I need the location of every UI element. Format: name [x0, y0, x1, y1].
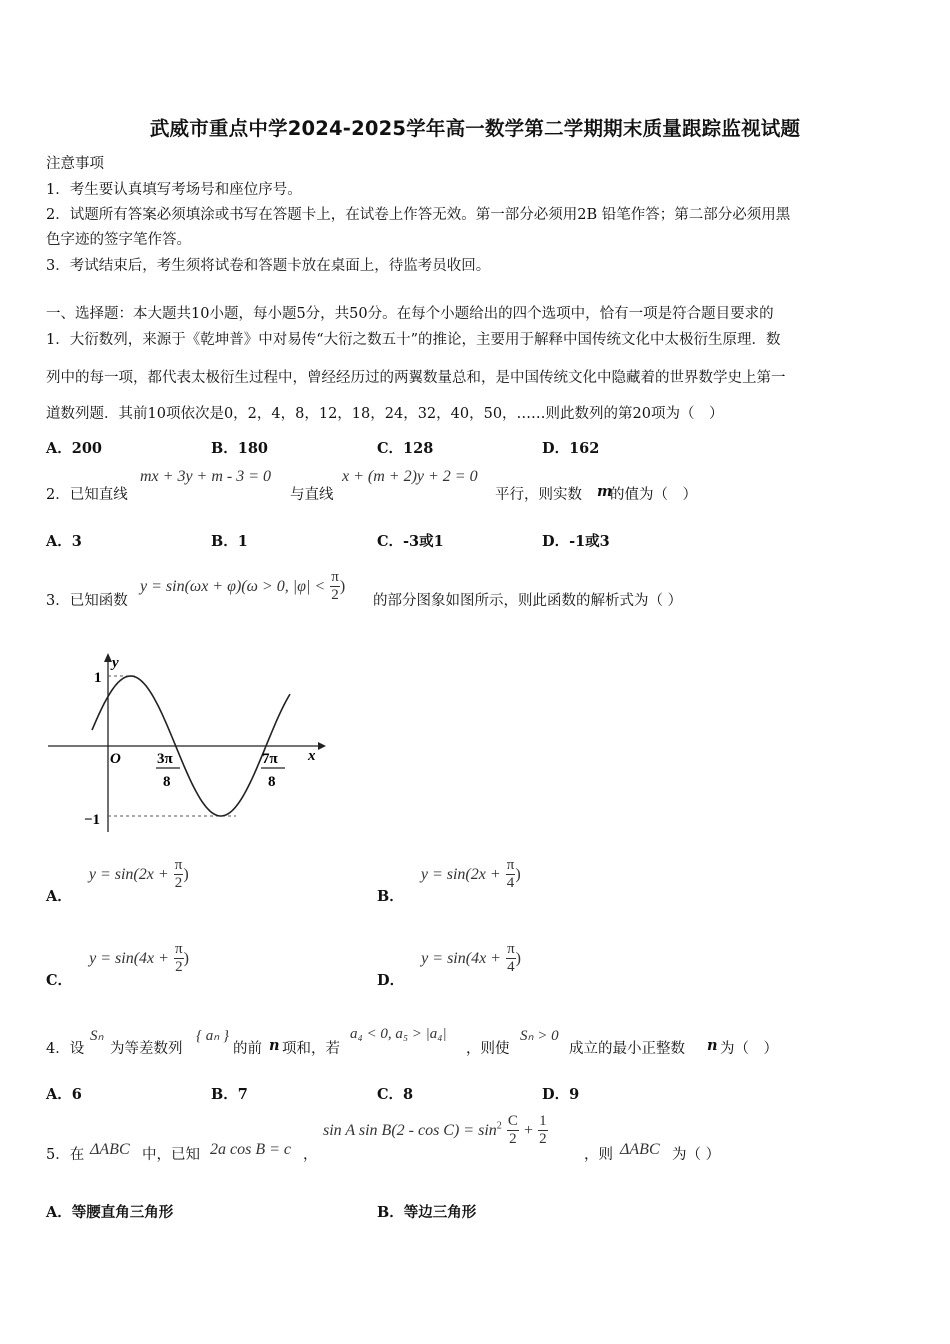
- section-heading: 一、选择题：本大题共10小题，每小题5分，共50分。在每个小题给出的四个选项中，恰有一项是符合题目要求的: [46, 306, 774, 322]
- tick-7pi-8-num: 7π: [262, 751, 278, 767]
- origin-label: O: [110, 751, 121, 767]
- q5-comma: ，: [303, 1147, 318, 1163]
- q4-text: ，则使: [466, 1041, 510, 1057]
- q5-text: 为（ ）: [672, 1147, 721, 1163]
- q5-text: ，则: [584, 1147, 613, 1163]
- q1-option-d[interactable]: D．162: [542, 440, 600, 457]
- q4-text: 的前: [233, 1041, 262, 1057]
- y-axis-arrow: [104, 653, 112, 662]
- q4-condition: a₄ < 0, a₅ > |a₄|: [350, 1026, 447, 1042]
- q3-formula-fraction: $\frac{\pi}{2}$: [331, 569, 339, 603]
- label-neg-one: −1: [84, 812, 101, 828]
- q1-option-b[interactable]: B．180: [211, 440, 269, 457]
- sine-graph: [40, 650, 330, 840]
- q3-option-b[interactable]: B． y = sin(2x + $\frac{\pi}{4}$ ): [377, 857, 521, 905]
- q5-condition: 2a cos B = c: [210, 1141, 291, 1158]
- q1-option-c[interactable]: C．128: [377, 440, 434, 457]
- q4-option-a[interactable]: A．6: [46, 1086, 82, 1103]
- notice-item: 2．试题所有答案必须填涂或书写在答题卡上，在试卷上作答无效。第一部分必须用2B 铅笔作答；第二部分必须用黑: [46, 207, 791, 223]
- q4-n: n: [707, 1037, 718, 1054]
- q3-formula-main: y = sin(ωx + φ)(ω > 0, |φ| <: [140, 578, 326, 595]
- q2-variable: m: [597, 483, 613, 500]
- fraction: $\frac{\pi}{4}$: [506, 857, 515, 891]
- q2-equation-1: mx + 3y + m - 3 = 0: [140, 468, 272, 485]
- q3-option-a[interactable]: A． y = sin(2x + $\frac{\pi}{2}$ ): [46, 857, 189, 905]
- x-label: x: [308, 748, 316, 764]
- q2-option-a[interactable]: A．3: [46, 533, 82, 550]
- fraction: $\frac{\pi}{2}$: [175, 941, 183, 975]
- fraction: $\frac{\pi}{4}$: [507, 941, 515, 975]
- label-one: 1: [94, 670, 102, 686]
- q2-option-c[interactable]: C．-3或1: [377, 533, 444, 550]
- q1-option-a[interactable]: A．200: [46, 440, 103, 457]
- q4-sn: Sₙ: [90, 1028, 104, 1044]
- q2-suffix-a: 平行，则实数: [495, 487, 582, 503]
- q4-option-b[interactable]: B．7: [211, 1086, 248, 1103]
- q5-text: 中，已知: [142, 1147, 200, 1163]
- q5-triangle: ΔABC: [90, 1141, 130, 1158]
- q2-prefix: 2．已知直线: [46, 487, 128, 503]
- q5-prefix: 5．在: [46, 1147, 85, 1163]
- q4-prefix: 4．设: [46, 1041, 85, 1057]
- q4-n: n: [269, 1037, 280, 1054]
- q5-equation: sin A $\sin B(2 - \cos C) = \sin^2$ $\frac{C}{2}$ + $\frac{1}{2}$: [323, 1113, 547, 1147]
- q2-option-d[interactable]: D．-1或3: [542, 533, 610, 550]
- q3-prefix: 3．已知函数: [46, 593, 128, 609]
- q5-option-b[interactable]: B．等边三角形: [377, 1204, 477, 1221]
- q3-option-d[interactable]: D． y = sin(4x + $\frac{\pi}{4}$ ): [377, 941, 521, 989]
- y-label: y: [112, 655, 119, 671]
- q3-option-c[interactable]: C． y = sin(4x + $\frac{\pi}{2}$ ): [46, 941, 189, 989]
- fraction: $\frac{\pi}{2}$: [174, 857, 183, 891]
- q3-formula: y = sin(ωx + φ)(ω > 0, |φ| < $\frac{\pi}{2}$ ): [140, 569, 346, 603]
- q2-equation-2: x + (m + 2)y + 2 = 0: [342, 468, 478, 485]
- tick-3pi-8-num: 3π: [157, 751, 173, 767]
- q4-text: 项和，若: [282, 1041, 340, 1057]
- fraction: $\frac{1}{2}$: [539, 1113, 547, 1147]
- q5-option-a[interactable]: A．等腰直角三角形: [46, 1204, 174, 1221]
- q2-option-b[interactable]: B．1: [211, 533, 248, 550]
- q2-suffix-b: 的值为（ ）: [610, 487, 697, 503]
- q4-option-d[interactable]: D．9: [542, 1086, 580, 1103]
- q4-option-c[interactable]: C．8: [377, 1086, 414, 1103]
- page-title: 武威市重点中学2024-2025学年高一数学第二学期期末质量跟踪监视试题: [149, 117, 801, 140]
- x-axis-arrow: [318, 742, 326, 750]
- q3-suffix: 的部分图象如图所示，则此函数的解析式为（ ）: [373, 593, 683, 609]
- tick-7pi-8-den: 8: [268, 774, 276, 790]
- notice-item: 1．考生要认真填写考场号和座位序号。: [46, 182, 302, 198]
- q4-text: 为等差数列: [110, 1041, 183, 1057]
- notice-item: 3．考试结束后，考生须将试卷和答题卡放在桌面上，待监考员收回。: [46, 258, 491, 274]
- notice-heading: 注意事项: [46, 156, 104, 172]
- q4-text: 成立的最小正整数: [569, 1041, 685, 1057]
- tick-3pi-8-den: 8: [163, 774, 171, 790]
- q5-triangle: ΔABC: [620, 1141, 660, 1158]
- notice-item: 色字迹的签字笔作答。: [46, 232, 191, 248]
- question-1-line: 列中的每一项，都代表太极衍生过程中，曾经经历过的两翼数量总和，是中国传统文化中隐藏着的世界数学史上第一: [46, 370, 786, 386]
- q4-sequence: { aₙ }: [196, 1028, 229, 1044]
- q2-mid: 与直线: [290, 487, 334, 503]
- q4-condition-2: Sₙ > 0: [520, 1028, 559, 1044]
- fraction: $\frac{C}{2}$: [507, 1113, 518, 1147]
- question-1-line: 1．大衍数列，来源于《乾坤普》中对易传“大衍之数五十”的推论，主要用于解释中国传统文化中太极衍生原理．数: [46, 332, 781, 348]
- q4-text: 为（ ）: [720, 1041, 778, 1057]
- question-1-line: 道数列题．其前10项依次是0，2，4，8，12，18，24，32，40，50，……则此数列的第20项为（ ）: [46, 406, 724, 422]
